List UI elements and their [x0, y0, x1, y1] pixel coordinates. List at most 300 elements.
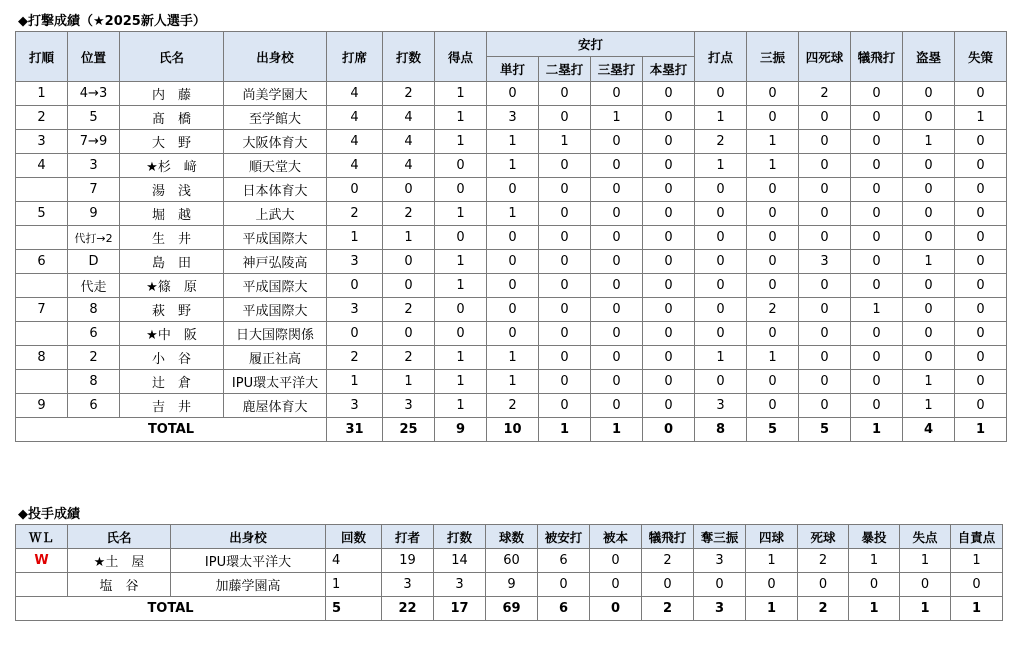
batting-cell-sac: 0 — [851, 82, 903, 106]
batting-cell-pa: 2 — [327, 202, 383, 226]
batting-cell-so: 0 — [747, 226, 799, 250]
batting-cell-so: 2 — [747, 298, 799, 322]
batting-total-row — [16, 418, 1007, 442]
total-hr: 0 — [643, 418, 695, 442]
batting-cell-bb: 0 — [799, 274, 851, 298]
batting-cell-double: 0 — [539, 322, 591, 346]
batting-cell-school: 至学館大 — [224, 106, 327, 130]
batting-cell-name: 小 谷 — [120, 346, 224, 370]
batting-cell-ab: 4 — [383, 130, 435, 154]
batting-cell-ab: 0 — [383, 274, 435, 298]
batting-cell-runs: 1 — [435, 250, 487, 274]
pitching-cell-bb: 0 — [746, 573, 798, 597]
batting-cell-err: 0 — [955, 394, 1007, 418]
batting-cell-single: 0 — [487, 274, 539, 298]
batting-cell-single: 2 — [487, 394, 539, 418]
batting-cell-bb: 0 — [799, 130, 851, 154]
batting-cell-position: 6 — [68, 394, 120, 418]
header-so: 三振 — [747, 32, 799, 82]
batting-cell-position: 9 — [68, 202, 120, 226]
batting-cell-triple: 0 — [591, 130, 643, 154]
total-label: TOTAL — [16, 418, 327, 442]
batting-cell-position: 4→3 — [68, 82, 120, 106]
batting-row — [16, 154, 1007, 178]
ptotal-bf: 22 — [382, 597, 434, 621]
ptotal-hr: 0 — [590, 597, 642, 621]
pitching-cell-pitches: 60 — [486, 549, 538, 573]
batting-cell-triple: 0 — [591, 322, 643, 346]
batting-cell-single: 0 — [487, 298, 539, 322]
pitching-cell-sac: 2 — [642, 549, 694, 573]
batting-cell-bb: 0 — [799, 394, 851, 418]
total-so: 5 — [747, 418, 799, 442]
batting-cell-pa: 3 — [327, 394, 383, 418]
batting-cell-sac: 0 — [851, 274, 903, 298]
batting-title: ◆打撃成績（★2025新人選手） — [18, 14, 206, 29]
batting-rows — [16, 82, 1007, 418]
total-runs: 9 — [435, 418, 487, 442]
batting-cell-rbi: 0 — [695, 274, 747, 298]
batting-cell-err: 0 — [955, 298, 1007, 322]
batting-cell-school: 平成国際大 — [224, 274, 327, 298]
batting-cell-name: ★中 阪 — [120, 322, 224, 346]
pitching-row — [16, 573, 1003, 597]
batting-cell-school: 大阪体育大 — [224, 130, 327, 154]
batting-row — [16, 250, 1007, 274]
batting-cell-position: 8 — [68, 370, 120, 394]
batting-cell-so: 0 — [747, 202, 799, 226]
pheader-bf: 打者 — [382, 525, 434, 549]
batting-cell-position: 8 — [68, 298, 120, 322]
batting-cell-double: 0 — [539, 202, 591, 226]
batting-cell-rbi: 3 — [695, 394, 747, 418]
batting-cell-err: 0 — [955, 370, 1007, 394]
batting-cell-bb: 3 — [799, 250, 851, 274]
pitching-cell-ab: 3 — [434, 573, 486, 597]
batting-cell-pa: 3 — [327, 298, 383, 322]
header-pa: 打席 — [327, 32, 383, 82]
total-ab: 25 — [383, 418, 435, 442]
header-hits-group: 安打 — [487, 32, 695, 57]
pitching-cell-wl: W — [16, 549, 68, 573]
pitching-cell-er: 0 — [951, 573, 1003, 597]
pitching-cell-bf: 19 — [382, 549, 434, 573]
batting-cell-rbi: 0 — [695, 250, 747, 274]
batting-cell-err: 0 — [955, 226, 1007, 250]
batting-cell-sac: 0 — [851, 178, 903, 202]
batting-cell-sb: 0 — [903, 346, 955, 370]
batting-cell-rbi: 0 — [695, 226, 747, 250]
pheader-wp: 暴投 — [849, 525, 900, 549]
batting-cell-sac: 0 — [851, 130, 903, 154]
batting-cell-so: 1 — [747, 346, 799, 370]
batting-cell-order: 7 — [16, 298, 68, 322]
total-err: 1 — [955, 418, 1007, 442]
batting-cell-hr: 0 — [643, 370, 695, 394]
batting-cell-order — [16, 274, 68, 298]
batting-cell-single: 1 — [487, 346, 539, 370]
pitching-cell-bf: 3 — [382, 573, 434, 597]
batting-cell-so: 0 — [747, 106, 799, 130]
batting-cell-single: 1 — [487, 202, 539, 226]
batting-cell-runs: 1 — [435, 370, 487, 394]
batting-cell-ab: 0 — [383, 322, 435, 346]
pitching-rows — [16, 549, 1003, 597]
batting-cell-order: 2 — [16, 106, 68, 130]
batting-cell-err: 0 — [955, 178, 1007, 202]
header-hr: 本塁打 — [643, 57, 695, 82]
batting-cell-bb: 0 — [799, 322, 851, 346]
batting-row — [16, 394, 1007, 418]
batting-cell-so: 1 — [747, 130, 799, 154]
header-order: 打順 — [16, 32, 68, 82]
batting-cell-single: 0 — [487, 322, 539, 346]
batting-cell-hr: 0 — [643, 322, 695, 346]
total-sb: 4 — [903, 418, 955, 442]
pitching-row — [16, 549, 1003, 573]
batting-cell-sb: 1 — [903, 130, 955, 154]
batting-cell-sb: 0 — [903, 298, 955, 322]
batting-cell-sac: 0 — [851, 250, 903, 274]
batting-cell-err: 0 — [955, 82, 1007, 106]
pitching-cell-school: IPU環太平洋大 — [171, 549, 326, 573]
batting-cell-sb: 0 — [903, 322, 955, 346]
batting-row — [16, 322, 1007, 346]
batting-cell-single: 0 — [487, 226, 539, 250]
pitching-cell-pitches: 9 — [486, 573, 538, 597]
batting-cell-sac: 0 — [851, 394, 903, 418]
batting-cell-sb: 0 — [903, 178, 955, 202]
batting-cell-rbi: 0 — [695, 298, 747, 322]
batting-cell-triple: 0 — [591, 178, 643, 202]
batting-cell-name: ★篠 原 — [120, 274, 224, 298]
batting-cell-triple: 1 — [591, 106, 643, 130]
pitching-cell-bb: 1 — [746, 549, 798, 573]
batting-cell-err: 0 — [955, 346, 1007, 370]
header-err: 失策 — [955, 32, 1007, 82]
pitching-cell-wp: 1 — [849, 549, 900, 573]
pheader-school: 出身校 — [171, 525, 326, 549]
ptotal-label: TOTAL — [16, 597, 326, 621]
batting-cell-order: 4 — [16, 154, 68, 178]
batting-cell-triple: 0 — [591, 82, 643, 106]
batting-cell-rbi: 0 — [695, 370, 747, 394]
batting-cell-name: 辻 倉 — [120, 370, 224, 394]
batting-cell-pa: 2 — [327, 346, 383, 370]
pheader-so: 奪三振 — [694, 525, 746, 549]
ptotal-runs: 1 — [900, 597, 951, 621]
pheader-hits: 被安打 — [538, 525, 590, 549]
batting-cell-order — [16, 226, 68, 250]
batting-row — [16, 106, 1007, 130]
ptotal-er: 1 — [951, 597, 1003, 621]
batting-cell-hr: 0 — [643, 178, 695, 202]
header-ab: 打数 — [383, 32, 435, 82]
batting-cell-triple: 0 — [591, 250, 643, 274]
batting-cell-position: 3 — [68, 154, 120, 178]
batting-cell-double: 0 — [539, 346, 591, 370]
pitching-cell-hr: 0 — [590, 573, 642, 597]
batting-cell-runs: 1 — [435, 106, 487, 130]
batting-row — [16, 226, 1007, 250]
batting-cell-triple: 0 — [591, 370, 643, 394]
batting-cell-name: 生 井 — [120, 226, 224, 250]
batting-cell-bb: 0 — [799, 346, 851, 370]
total-pa: 31 — [327, 418, 383, 442]
batting-cell-school: 日大国際関係 — [224, 322, 327, 346]
batting-cell-sac: 0 — [851, 322, 903, 346]
batting-cell-order: 9 — [16, 394, 68, 418]
batting-cell-so: 1 — [747, 154, 799, 178]
batting-cell-sac: 1 — [851, 298, 903, 322]
batting-cell-ab: 4 — [383, 154, 435, 178]
pitching-cell-ip: 1 — [326, 573, 382, 597]
batting-cell-double: 0 — [539, 154, 591, 178]
batting-cell-triple: 0 — [591, 154, 643, 178]
batting-cell-pa: 0 — [327, 322, 383, 346]
batting-cell-double: 1 — [539, 130, 591, 154]
batting-cell-so: 0 — [747, 178, 799, 202]
batting-cell-order: 6 — [16, 250, 68, 274]
batting-cell-double: 0 — [539, 178, 591, 202]
ptotal-so: 3 — [694, 597, 746, 621]
batting-cell-err: 1 — [955, 106, 1007, 130]
batting-cell-single: 3 — [487, 106, 539, 130]
pitching-cell-so: 0 — [694, 573, 746, 597]
header-sb: 盗塁 — [903, 32, 955, 82]
pitching-cell-hr: 0 — [590, 549, 642, 573]
batting-cell-rbi: 1 — [695, 346, 747, 370]
batting-cell-double: 0 — [539, 82, 591, 106]
ptotal-ip: 5 — [326, 597, 382, 621]
batting-cell-err: 0 — [955, 130, 1007, 154]
batting-row — [16, 82, 1007, 106]
batting-cell-ab: 1 — [383, 226, 435, 250]
batting-cell-ab: 3 — [383, 394, 435, 418]
batting-cell-order: 1 — [16, 82, 68, 106]
total-double: 1 — [539, 418, 591, 442]
header-double: 二塁打 — [539, 57, 591, 82]
batting-row — [16, 346, 1007, 370]
pitching-cell-wl — [16, 573, 68, 597]
pheader-runs: 失点 — [900, 525, 951, 549]
batting-cell-school: 鹿屋体育大 — [224, 394, 327, 418]
batting-cell-rbi: 0 — [695, 322, 747, 346]
batting-cell-runs: 1 — [435, 130, 487, 154]
ptotal-wp: 1 — [849, 597, 900, 621]
batting-cell-err: 0 — [955, 322, 1007, 346]
batting-cell-sb: 0 — [903, 82, 955, 106]
batting-cell-so: 0 — [747, 370, 799, 394]
batting-cell-position: 5 — [68, 106, 120, 130]
batting-cell-bb: 0 — [799, 178, 851, 202]
batting-cell-single: 1 — [487, 370, 539, 394]
pheader-pitches: 球数 — [486, 525, 538, 549]
batting-cell-school: 日本体育大 — [224, 178, 327, 202]
ptotal-hits: 6 — [538, 597, 590, 621]
header-bb: 四死球 — [799, 32, 851, 82]
batting-cell-triple: 0 — [591, 274, 643, 298]
batting-cell-double: 0 — [539, 250, 591, 274]
batting-cell-school: 平成国際大 — [224, 226, 327, 250]
batting-cell-ab: 0 — [383, 250, 435, 274]
batting-cell-ab: 2 — [383, 82, 435, 106]
batting-cell-pa: 4 — [327, 154, 383, 178]
batting-row — [16, 130, 1007, 154]
batting-cell-bb: 2 — [799, 82, 851, 106]
batting-cell-school: 平成国際大 — [224, 298, 327, 322]
batting-cell-position: 6 — [68, 322, 120, 346]
batting-cell-err: 0 — [955, 202, 1007, 226]
batting-cell-hr: 0 — [643, 394, 695, 418]
pheader-ab: 打数 — [434, 525, 486, 549]
batting-cell-runs: 0 — [435, 298, 487, 322]
batting-cell-position: 代打→2 — [68, 226, 120, 250]
batting-cell-name: 湯 浅 — [120, 178, 224, 202]
batting-cell-ab: 2 — [383, 298, 435, 322]
batting-cell-order: 3 — [16, 130, 68, 154]
pitching-cell-hbp: 2 — [798, 549, 849, 573]
header-rbi: 打点 — [695, 32, 747, 82]
batting-cell-position: 2 — [68, 346, 120, 370]
pheader-wl: ＷＬ — [16, 525, 68, 549]
batting-cell-double: 0 — [539, 274, 591, 298]
batting-cell-rbi: 0 — [695, 82, 747, 106]
header-triple: 三塁打 — [591, 57, 643, 82]
total-single: 10 — [487, 418, 539, 442]
batting-cell-name: 島 田 — [120, 250, 224, 274]
batting-cell-pa: 3 — [327, 250, 383, 274]
batting-cell-pa: 0 — [327, 178, 383, 202]
batting-cell-school: 神戸弘陵高 — [224, 250, 327, 274]
batting-cell-bb: 0 — [799, 154, 851, 178]
batting-cell-hr: 0 — [643, 106, 695, 130]
pitching-cell-school: 加藤学園高 — [171, 573, 326, 597]
batting-cell-rbi: 1 — [695, 154, 747, 178]
ptotal-bb: 1 — [746, 597, 798, 621]
header-name: 氏名 — [120, 32, 224, 82]
batting-row — [16, 274, 1007, 298]
batting-cell-pa: 4 — [327, 82, 383, 106]
batting-cell-name: 堀 越 — [120, 202, 224, 226]
batting-cell-sac: 0 — [851, 106, 903, 130]
total-sac: 1 — [851, 418, 903, 442]
batting-cell-rbi: 2 — [695, 130, 747, 154]
pheader-hbp: 死球 — [798, 525, 849, 549]
ptotal-pitches: 69 — [486, 597, 538, 621]
pitching-cell-so: 3 — [694, 549, 746, 573]
total-bb: 5 — [799, 418, 851, 442]
batting-cell-err: 0 — [955, 274, 1007, 298]
pitching-cell-hbp: 0 — [798, 573, 849, 597]
batting-cell-order — [16, 322, 68, 346]
batting-cell-sb: 0 — [903, 154, 955, 178]
batting-cell-ab: 4 — [383, 106, 435, 130]
batting-cell-school: 尚美学園大 — [224, 82, 327, 106]
batting-cell-ab: 2 — [383, 202, 435, 226]
pitching-cell-sac: 0 — [642, 573, 694, 597]
batting-cell-runs: 1 — [435, 394, 487, 418]
batting-cell-school: 順天堂大 — [224, 154, 327, 178]
batting-cell-hr: 0 — [643, 154, 695, 178]
batting-cell-sb: 0 — [903, 106, 955, 130]
batting-cell-runs: 0 — [435, 154, 487, 178]
batting-cell-sac: 0 — [851, 202, 903, 226]
batting-cell-pa: 0 — [327, 274, 383, 298]
pitching-cell-name: ★土 屋 — [68, 549, 171, 573]
batting-cell-hr: 0 — [643, 298, 695, 322]
batting-cell-hr: 0 — [643, 346, 695, 370]
batting-cell-triple: 0 — [591, 226, 643, 250]
batting-cell-name: ★杉 﨑 — [120, 154, 224, 178]
batting-row — [16, 202, 1007, 226]
batting-cell-school: IPU環太平洋大 — [224, 370, 327, 394]
batting-cell-rbi: 1 — [695, 106, 747, 130]
batting-cell-bb: 0 — [799, 226, 851, 250]
batting-cell-bb: 0 — [799, 202, 851, 226]
batting-cell-rbi: 0 — [695, 202, 747, 226]
header-runs: 得点 — [435, 32, 487, 82]
batting-cell-double: 0 — [539, 226, 591, 250]
batting-cell-sb: 0 — [903, 226, 955, 250]
batting-cell-sac: 0 — [851, 154, 903, 178]
batting-cell-sb: 1 — [903, 394, 955, 418]
batting-cell-double: 0 — [539, 106, 591, 130]
pitching-cell-ip: 4 — [326, 549, 382, 573]
batting-cell-order — [16, 370, 68, 394]
pitching-cell-ab: 14 — [434, 549, 486, 573]
batting-cell-name: 萩 野 — [120, 298, 224, 322]
batting-cell-sb: 1 — [903, 370, 955, 394]
header-sac: 犠飛打 — [851, 32, 903, 82]
batting-cell-runs: 1 — [435, 202, 487, 226]
batting-cell-bb: 0 — [799, 370, 851, 394]
pheader-hr: 被本 — [590, 525, 642, 549]
pitching-cell-runs: 0 — [900, 573, 951, 597]
batting-cell-school: 履正社高 — [224, 346, 327, 370]
pheader-sac: 犠飛打 — [642, 525, 694, 549]
batting-cell-so: 0 — [747, 82, 799, 106]
batting-cell-so: 0 — [747, 274, 799, 298]
batting-cell-pa: 4 — [327, 106, 383, 130]
batting-cell-order: 8 — [16, 346, 68, 370]
batting-cell-hr: 0 — [643, 82, 695, 106]
batting-cell-sac: 0 — [851, 370, 903, 394]
batting-cell-bb: 0 — [799, 106, 851, 130]
batting-cell-so: 0 — [747, 394, 799, 418]
batting-cell-ab: 0 — [383, 178, 435, 202]
header-school: 出身校 — [224, 32, 327, 82]
batting-cell-so: 0 — [747, 322, 799, 346]
pitching-table — [15, 524, 1003, 621]
batting-cell-single: 0 — [487, 82, 539, 106]
batting-cell-single: 0 — [487, 178, 539, 202]
pitching-cell-name: 塩 谷 — [68, 573, 171, 597]
batting-cell-school: 上武大 — [224, 202, 327, 226]
pitching-cell-er: 1 — [951, 549, 1003, 573]
batting-cell-sb: 0 — [903, 202, 955, 226]
batting-cell-triple: 0 — [591, 298, 643, 322]
batting-cell-err: 0 — [955, 250, 1007, 274]
batting-cell-sb: 0 — [903, 274, 955, 298]
batting-cell-name: 髙 橋 — [120, 106, 224, 130]
pitching-cell-wp: 0 — [849, 573, 900, 597]
batting-cell-err: 0 — [955, 154, 1007, 178]
batting-cell-position: D — [68, 250, 120, 274]
batting-cell-hr: 0 — [643, 226, 695, 250]
batting-cell-single: 1 — [487, 154, 539, 178]
batting-cell-ab: 1 — [383, 370, 435, 394]
